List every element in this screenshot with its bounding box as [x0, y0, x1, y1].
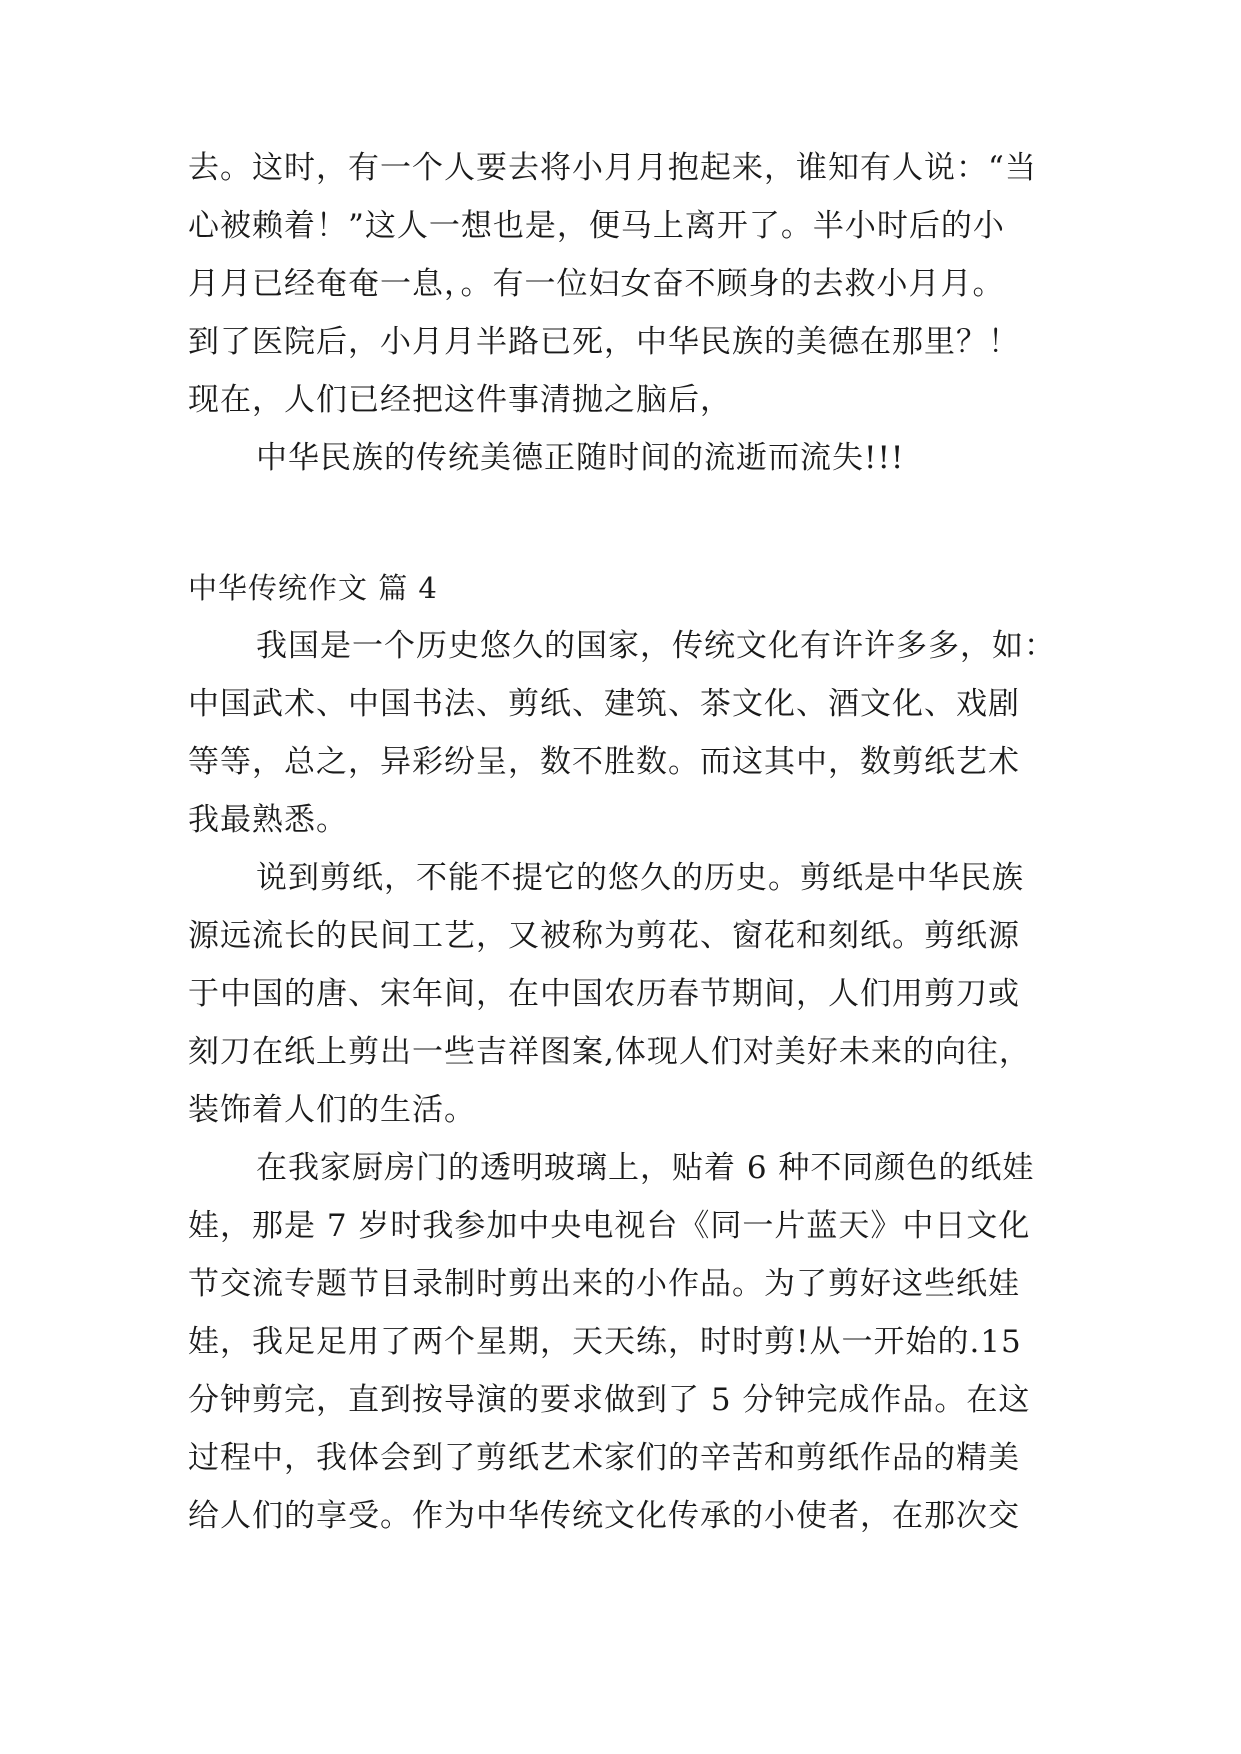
- text-line: 心被赖着！”这人一想也是，便马上离开了。半小时后的小: [188, 208, 1005, 244]
- text-line: 于中国的唐、宋年间，在中国农历春节期间，人们用剪刀或: [188, 976, 1020, 1012]
- text-line: 到了医院后，小月月半路已死，中华民族的美德在那里？！: [188, 324, 1020, 360]
- text-line: 中国武术、中国书法、剪纸、建筑、茶文化、酒文化、戏剧: [188, 686, 1020, 722]
- text-line: 过程中，我体会到了剪纸艺术家们的辛苦和剪纸作品的精美: [188, 1440, 1020, 1476]
- text-line: 等等，总之，异彩纷呈，数不胜数。而这其中，数剪纸艺术: [188, 744, 1020, 780]
- text-line: 源远流长的民间工艺，又被称为剪花、窗花和刻纸。剪纸源: [188, 918, 1020, 954]
- text-line: 节交流专题节目录制时剪出来的小作品。为了剪好这些纸娃: [188, 1266, 1020, 1302]
- paragraph-2: [188, 849, 1068, 1139]
- text-line: 娃，那是 7 岁时我参加中央电视台《同一片蓝天》中日文化: [188, 1208, 1031, 1244]
- paragraph-3: [188, 1139, 1068, 1545]
- text-line: 去。这时，有一个人要去将小月月抱起来，谁知有人说：“当: [188, 150, 1037, 186]
- continued-paragraph: [188, 139, 1068, 487]
- paragraph-1: [188, 617, 1068, 849]
- closing-line: 中华民族的传统美德正随时间的流逝而流失!!!: [256, 440, 905, 476]
- text-line: 分钟剪完，直到按导演的要求做到了 5 分钟完成作品。在这: [188, 1382, 1031, 1418]
- text-line: 现在，人们已经把这件事清抛之脑后，: [188, 382, 732, 418]
- text-line: 装饰着人们的生活。: [188, 1092, 476, 1128]
- text-line: 给人们的享受。作为中华传统文化传承的小使者，在那次交: [188, 1498, 1020, 1534]
- text-line: 在我家厨房门的透明玻璃上，贴着 6 种不同颜色的纸娃: [256, 1150, 1035, 1186]
- text-line: 娃，我足足用了两个星期，天天练，时时剪!从一开始的.15: [188, 1324, 1022, 1360]
- text-line: 刻刀在纸上剪出一些吉祥图案,体现人们对美好未来的向往，: [188, 1034, 1031, 1070]
- section-heading: 中华传统作文 篇 4: [188, 571, 438, 605]
- section-heading-block: [188, 559, 1068, 617]
- text-line: 说到剪纸，不能不提它的悠久的历史。剪纸是中华民族: [256, 860, 1024, 896]
- text-line: 我最熟悉。: [188, 802, 348, 838]
- text-line: 月月已经奄奄一息，。有一位妇女奋不顾身的去救小月月。: [188, 266, 1005, 302]
- text-line: 我国是一个历史悠久的国家，传统文化有许许多多，如：: [256, 628, 1056, 664]
